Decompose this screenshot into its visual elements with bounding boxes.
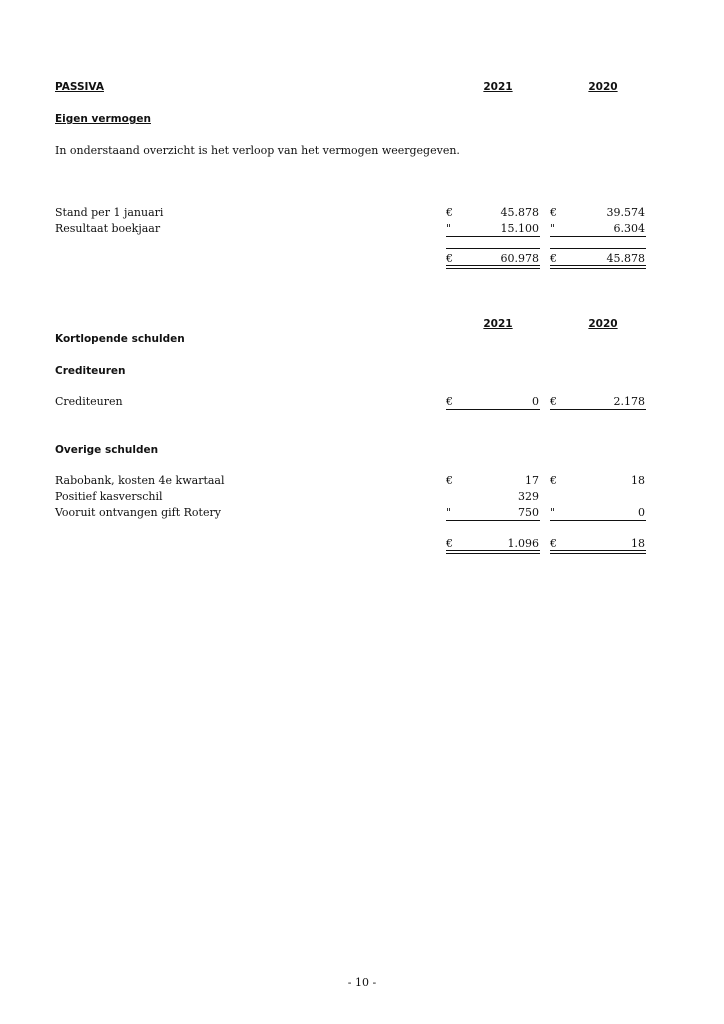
ditto-mark: " bbox=[550, 506, 556, 519]
amount-2021: 15.100 bbox=[500, 222, 539, 235]
other-debts-row-label: Positief kasverschil bbox=[55, 490, 163, 503]
amount-2021: 329 bbox=[518, 490, 539, 503]
amount-2021: 750 bbox=[518, 506, 539, 519]
other-debts-row-label: Vooruit ontvangen gift Rotery bbox=[55, 506, 221, 519]
ditto-mark: " bbox=[446, 506, 452, 519]
equity-intro: In onderstaand overzicht is het verloop van het vermogen weergegeven. bbox=[55, 144, 460, 157]
total-2020: 45.878 bbox=[606, 252, 645, 265]
amount-2021: 0 bbox=[532, 395, 539, 408]
subtotal-line bbox=[550, 409, 646, 410]
currency-symbol: € bbox=[550, 537, 557, 550]
currency-symbol: € bbox=[446, 395, 453, 408]
currency-symbol: € bbox=[550, 474, 557, 487]
year-2020-header: 2020 bbox=[588, 81, 618, 93]
creditors-heading: Crediteuren bbox=[55, 365, 126, 377]
subtotal-line bbox=[550, 520, 646, 521]
short-term-debts-heading: Kortlopende schulden bbox=[55, 333, 185, 345]
total-2021: 60.978 bbox=[500, 252, 539, 265]
page-title: PASSIVA bbox=[55, 81, 104, 93]
amount-2020: 6.304 bbox=[613, 222, 645, 235]
amount-2020: 0 bbox=[638, 506, 645, 519]
equity-row-label: Stand per 1 januari bbox=[55, 206, 164, 219]
amount-2020: 39.574 bbox=[606, 206, 645, 219]
total-double-line bbox=[446, 265, 540, 269]
total-double-line bbox=[550, 550, 646, 554]
currency-symbol: € bbox=[446, 474, 453, 487]
equity-row-label: Resultaat boekjaar bbox=[55, 222, 161, 235]
page-number: - 10 - bbox=[347, 976, 377, 989]
amount-2021: 45.878 bbox=[500, 206, 539, 219]
amount-2020: 18 bbox=[631, 474, 645, 487]
year-2020-header: 2020 bbox=[588, 318, 618, 330]
total-top-line bbox=[446, 248, 540, 249]
ditto-mark: " bbox=[446, 222, 452, 235]
currency-symbol: € bbox=[550, 252, 557, 265]
amount-2021: 17 bbox=[525, 474, 539, 487]
other-debts-heading: Overige schulden bbox=[55, 444, 159, 456]
year-2021-header: 2021 bbox=[483, 318, 513, 330]
currency-symbol: € bbox=[550, 395, 557, 408]
equity-heading: Eigen vermogen bbox=[55, 113, 151, 125]
total-top-line bbox=[550, 248, 646, 249]
currency-symbol: € bbox=[446, 206, 453, 219]
total-2020: 18 bbox=[631, 537, 645, 550]
total-2021: 1.096 bbox=[507, 537, 539, 550]
other-debts-row-label: Rabobank, kosten 4e kwartaal bbox=[55, 474, 225, 487]
subtotal-line bbox=[446, 236, 540, 237]
subtotal-line bbox=[550, 236, 646, 237]
currency-symbol: € bbox=[550, 206, 557, 219]
subtotal-line bbox=[446, 409, 540, 410]
total-double-line bbox=[550, 265, 646, 269]
year-2021-header: 2021 bbox=[483, 81, 513, 93]
currency-symbol: € bbox=[446, 537, 453, 550]
creditors-row-label: Crediteuren bbox=[55, 395, 123, 408]
subtotal-line bbox=[446, 520, 540, 521]
amount-2020: 2.178 bbox=[613, 395, 645, 408]
currency-symbol: € bbox=[446, 252, 453, 265]
ditto-mark: " bbox=[550, 222, 556, 235]
total-double-line bbox=[446, 550, 540, 554]
